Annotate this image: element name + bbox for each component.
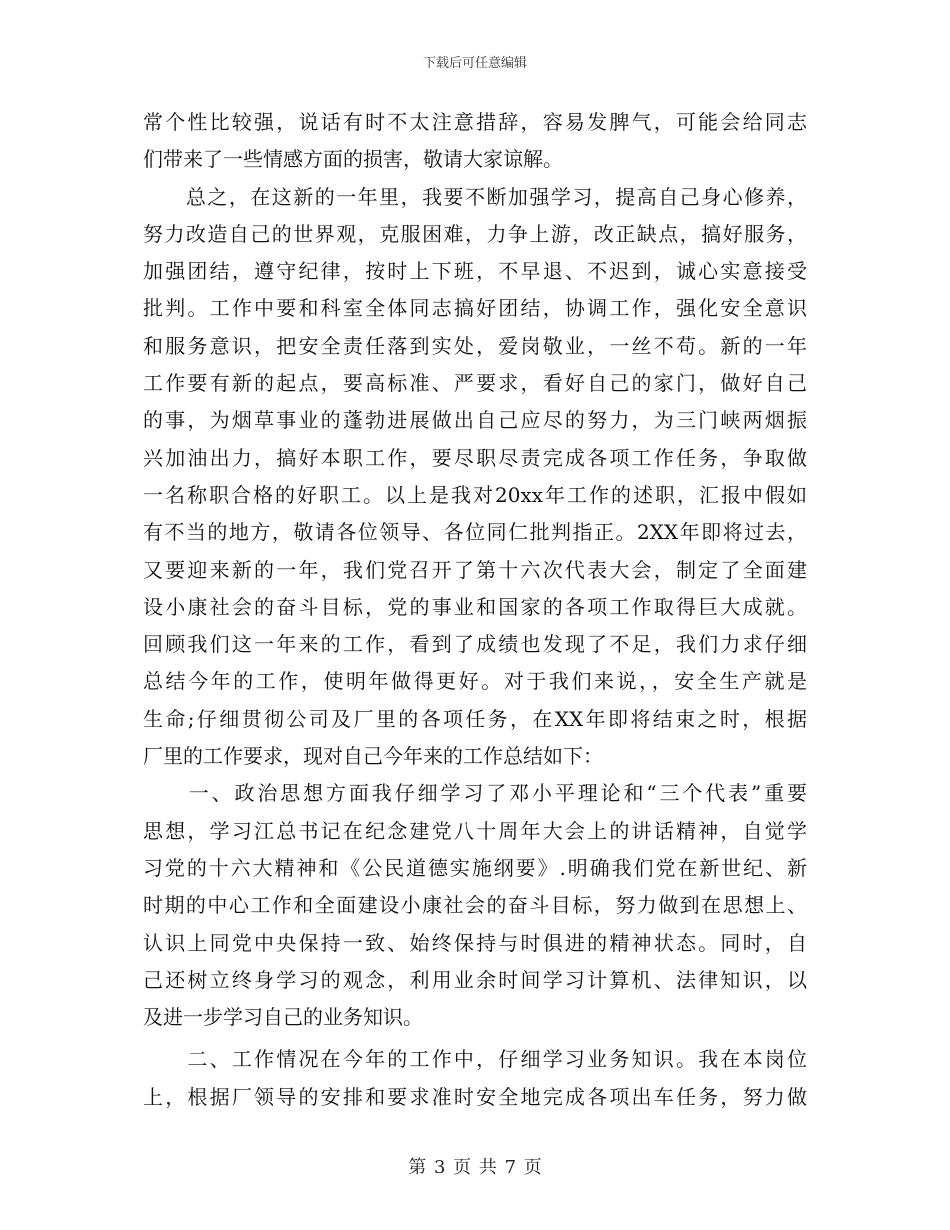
page-footer: 第 3 页 共 7 页 (408, 1157, 542, 1178)
document-body (143, 104, 807, 1116)
text-line: 工作要有新的起点，要高标准、严要求，看好自己的家门，做好自己 (143, 371, 807, 396)
text-line: 又要迎来新的一年，我们党召开了第十六次代表大会，制定了全面建 (143, 557, 807, 582)
page-header: 下载后可任意编辑 (422, 56, 527, 71)
text-line: 及进一步学习自己的业务知识。 (143, 1005, 423, 1030)
text-line: 时期的中心工作和全面建设小康社会的奋斗目标，努力做到在思想上、 (143, 893, 807, 918)
text-line: 一、政治思想方面我仔细学习了邓小平理论和“三个代表”重要 (143, 781, 807, 806)
text-line: 己还树立终身学习的观念，利用业余时间学习计算机、法律知识，以 (143, 967, 807, 992)
text-line: 和服务意识，把安全责任落到实处，爱岗敬业，一丝不苟。新的一年 (143, 333, 807, 358)
text-line: 有不当的地方，敬请各位领导、各位同仁批判指正。2XX年即将过去， (143, 520, 807, 545)
text-line: 总之，在这新的一年里，我要不断加强学习，提高自己身心修养， (143, 184, 807, 209)
text-line: 厂里的工作要求，现对自己今年来的工作总结如下： (143, 744, 603, 769)
text-line: 总结今年的工作，使明年做得更好。对于我们来说，，安全生产就是 (143, 669, 807, 694)
text-line: 的事，为烟草事业的蓬勃进展做出自己应尽的努力，为三门峡两烟振 (143, 408, 807, 433)
text-line: 努力改造自己的世界观，克服困难，力争上游，改正缺点，搞好服务， (143, 221, 807, 246)
text-line: 回顾我们这一年来的工作，看到了成绩也发现了不足，我们力求仔细 (143, 632, 807, 657)
text-line: 加强团结，遵守纪律，按时上下班，不早退、不迟到，诚心实意接受 (143, 259, 807, 284)
text-line: 一名称职合格的好职工。以上是我对20xx年工作的述职，汇报中假如 (143, 482, 807, 507)
text-line: 生命;仔细贯彻公司及厂里的各项任务，在XX年即将结束之时，根据 (143, 706, 807, 731)
text-line: 批判。工作中要和科室全体同志搞好团结，协调工作，强化安全意识 (143, 296, 807, 321)
text-line: 上，根据厂领导的安排和要求准时安全地完成各项出车任务，努力做 (143, 1084, 807, 1109)
text-line: 认识上同党中央保持一致、始终保持与时俱进的精神状态。同时，自 (143, 930, 807, 955)
text-line: 设小康社会的奋斗目标，党的事业和国家的各项工作取得巨大成就。 (143, 594, 807, 619)
text-line: 常个性比较强，说话有时不太注意措辞，容易发脾气，可能会给同志 (143, 110, 807, 134)
text-line: 兴加油出力，搞好本职工作，要尽职尽责完成各项工作任务，争取做 (143, 445, 807, 470)
text-line: 习党的十六大精神和《公民道德实施纲要》.明确我们党在新世纪、新 (143, 855, 807, 880)
text-line: 二、工作情况在今年的工作中，仔细学习业务知识。我在本岗位 (143, 1047, 807, 1072)
text-line: 思想，学习江总书记在纪念建党八十周年大会上的讲话精神，自觉学 (143, 818, 807, 843)
text-line: 们带来了一些情感方面的损害，敬请大家谅解。 (143, 147, 563, 172)
